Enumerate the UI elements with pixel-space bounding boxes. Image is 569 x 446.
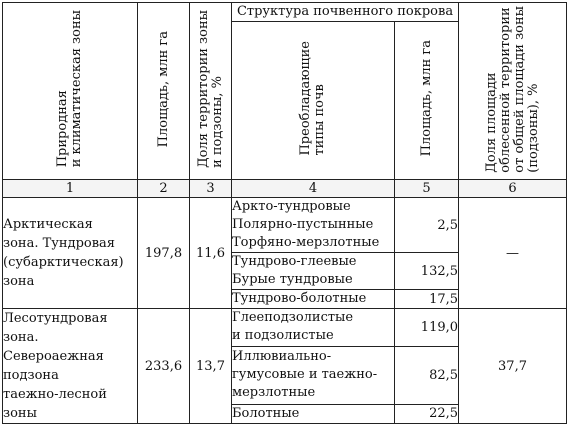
soil-type: Болотные xyxy=(232,404,395,423)
soil-area: 132,5 xyxy=(395,253,459,290)
header-share xyxy=(190,3,232,180)
soil-area: 22,5 xyxy=(395,404,459,423)
soil-area: 17,5 xyxy=(395,290,459,309)
header-forest-share-label: Доля площади облесенной территории от общей площади зоны (подзоны), % xyxy=(483,5,541,173)
zone-area: 233,6 xyxy=(138,309,190,424)
header-zone-label: Природная и климатическая зоны xyxy=(55,10,84,168)
col-number: 6 xyxy=(459,180,567,198)
column-numbers-row xyxy=(3,180,567,198)
header-share-label: Доля территории зоны и подзоны, % xyxy=(195,10,225,168)
soil-area: 82,5 xyxy=(395,346,459,404)
table-row xyxy=(3,198,567,253)
col-number: 5 xyxy=(395,180,459,198)
header-soil-types-label: Преобладающие типы почв xyxy=(298,41,327,156)
header-structure: Структура почвенного покрова xyxy=(232,3,459,22)
zone-name: Арктическая зона. Тундровая (субарктическая) зона xyxy=(3,198,138,309)
soil-type: Глееподзолистые и подзолистые xyxy=(232,309,395,347)
header-soil-types xyxy=(232,22,395,180)
col-number: 1 xyxy=(3,180,138,198)
zone-name: Лесотундровая зона. Североаежная подзона таежно-лесной зоны xyxy=(3,309,138,424)
soil-type: Иллювиально- гумусовые и таежно- мерзлотные xyxy=(232,346,395,404)
header-area xyxy=(138,3,190,180)
zone-share: 13,7 xyxy=(190,309,232,424)
zone-area: 197,8 xyxy=(138,198,190,309)
soil-type: Тундрово-болотные xyxy=(232,290,395,309)
zone-share: 11,6 xyxy=(190,198,232,309)
header-area-label: Площадь, млн га xyxy=(155,30,171,148)
col-number: 3 xyxy=(190,180,232,198)
table-row xyxy=(3,309,567,347)
soil-type: Тундрово-глеевые Бурые тундровые xyxy=(232,253,395,290)
forest-share: — xyxy=(459,198,567,309)
soil-type: Аркто-тундровые Полярно-пустынные Торфяно-мерзлотные xyxy=(232,198,395,253)
soil-area: 119,0 xyxy=(395,309,459,347)
header-soil-area xyxy=(395,22,459,180)
forest-share: 37,7 xyxy=(459,309,567,424)
header-row-top xyxy=(3,3,567,22)
header-soil-area-label: Площадь, млн га xyxy=(418,40,434,157)
header-forest-share xyxy=(459,3,567,180)
soil-structure-table xyxy=(2,2,567,424)
col-number: 4 xyxy=(232,180,395,198)
header-zone xyxy=(3,3,138,180)
col-number: 2 xyxy=(138,180,190,198)
soil-area: 2,5 xyxy=(395,198,459,253)
